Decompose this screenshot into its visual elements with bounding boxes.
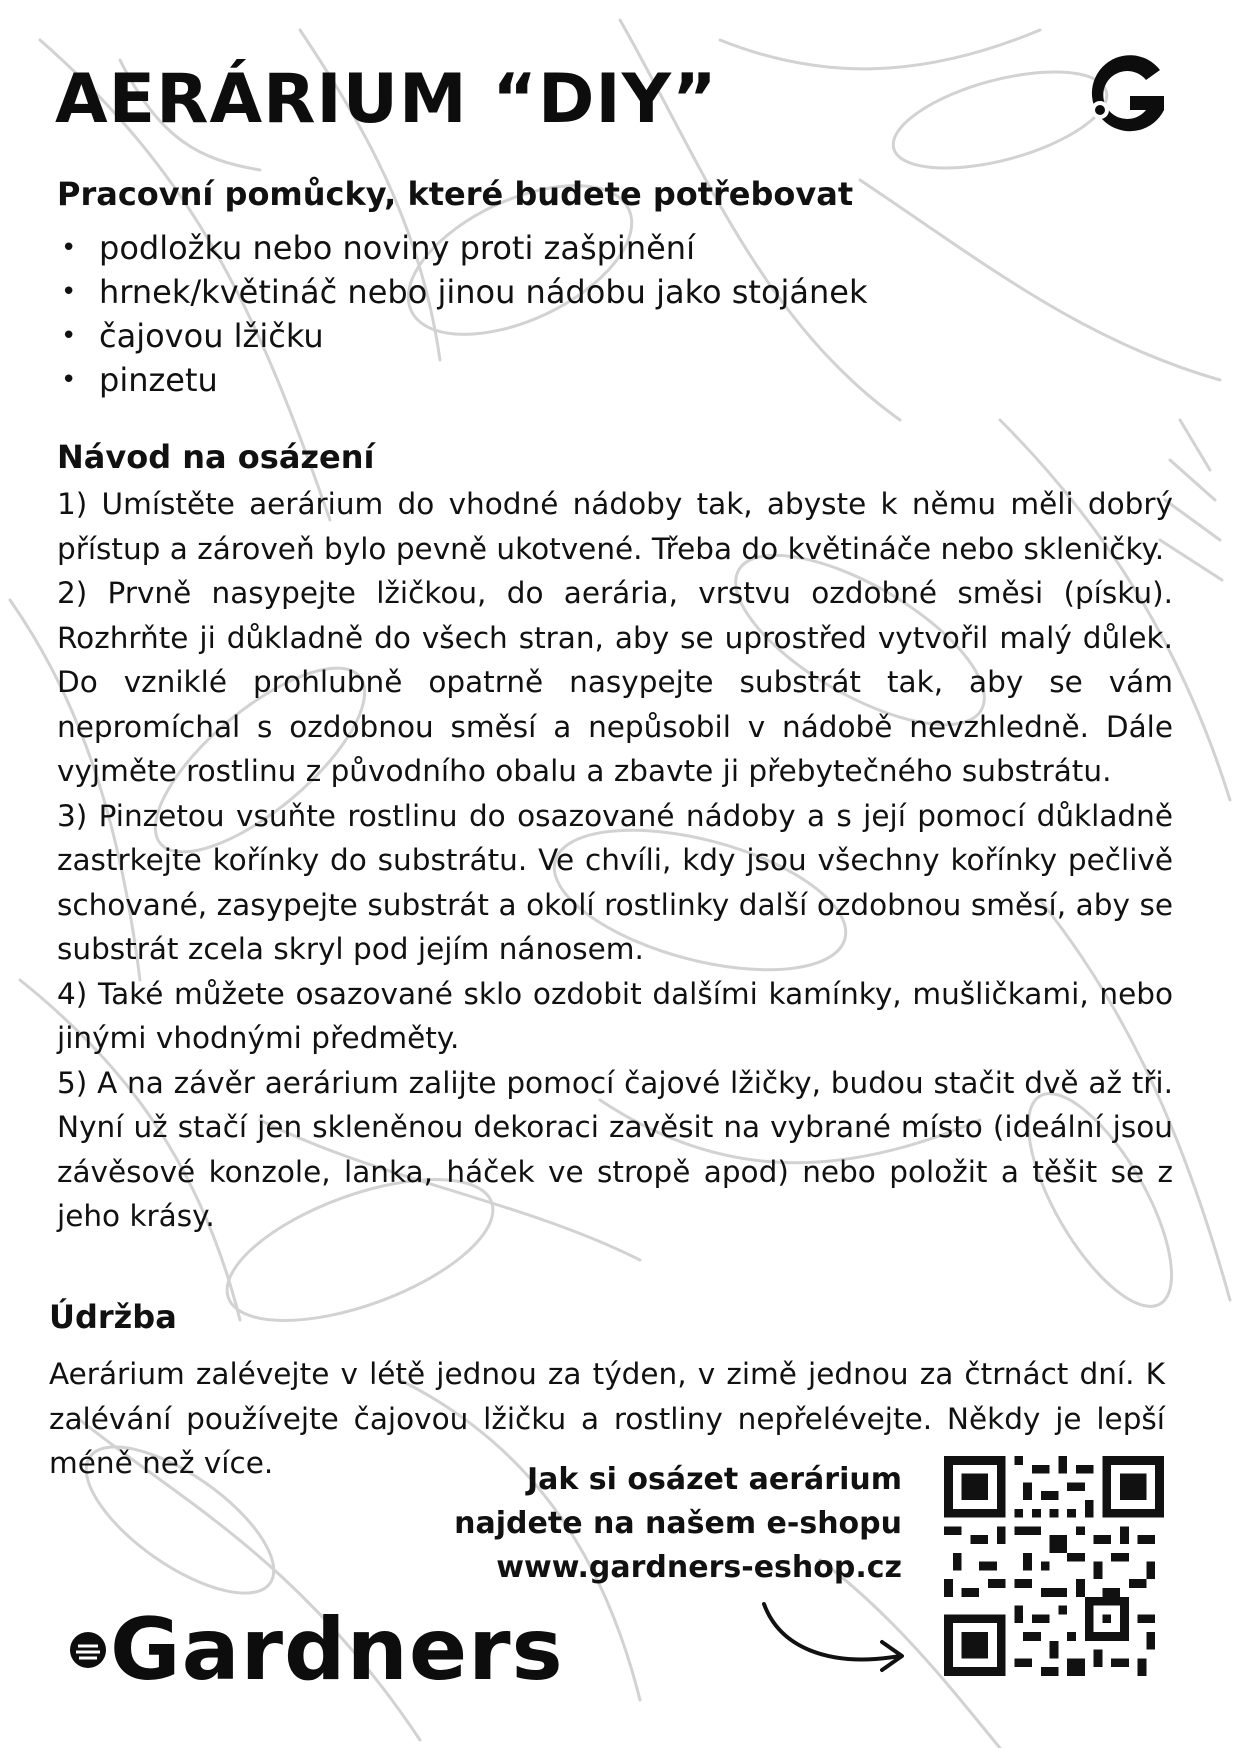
list-item-text: podložku nebo noviny proti zašpinění xyxy=(99,229,695,267)
guide-step: 5) A na závěr aerárium zalijte pomocí čajové lžičky, budou stačit dvě až tři. Nyní už stačí jen skleněnou dekoraci zavěsit na vybrané místo (ideální jsou závěsové konzole, lanka, háček ve stropě apod) nebo položit a těšit se z jeho krásy. xyxy=(57,1065,1173,1233)
guide-steps xyxy=(57,482,1173,1239)
bee-icon xyxy=(68,1630,108,1670)
promo-line: najdete na našem e-shopu xyxy=(454,1506,902,1541)
list-item xyxy=(57,358,868,402)
guide-step: 4) Také můžete osazované sklo ozdobit dalšími kamínky, mušličkami, nebo jinými vhodnými předměty. xyxy=(57,976,1173,1055)
list-item xyxy=(57,226,868,270)
list-item xyxy=(57,270,868,314)
guide-step: 1) Umístěte aerárium do vhodné nádoby tak, abyste k němu měli dobrý přístup a zároveň bylo pevně ukotvené. Třeba do květináče nebo skleničky. xyxy=(57,487,1173,566)
list-item-text: pinzetu xyxy=(99,361,218,399)
care-heading: Údržba xyxy=(49,1298,177,1336)
promo-line: Jak si osázet aerárium xyxy=(526,1462,902,1497)
tools-list xyxy=(57,226,868,402)
bullet-icon: • xyxy=(61,277,77,307)
bullet-icon: • xyxy=(61,321,77,351)
eshop-link[interactable]: www.gardners-eshop.cz xyxy=(496,1550,902,1585)
list-item-text: hrnek/květináč nebo jinou nádobu jako stojánek xyxy=(99,273,868,311)
brand-wordmark: Gardners xyxy=(110,1600,564,1700)
gardners-brand-logo xyxy=(68,1600,564,1700)
page-title: AERÁRIUM “DIY” xyxy=(55,60,718,139)
qr-code-icon[interactable] xyxy=(944,1456,1164,1676)
gardners-g-logo-icon xyxy=(1080,52,1170,144)
list-item-text: čajovou lžičku xyxy=(99,317,324,355)
bullet-icon: • xyxy=(61,365,77,395)
list-item xyxy=(57,314,868,358)
eshop-promo xyxy=(454,1458,902,1590)
tools-heading: Pracovní pomůcky, které budete potřebovat xyxy=(57,175,854,213)
bullet-icon: • xyxy=(61,233,77,263)
curved-arrow-icon xyxy=(760,1598,910,1678)
guide-step: 3) Pinzetou vsuňte rostlinu do osazované nádoby a s její pomocí důkladně zastrkejte kořínky do substrátu. Ve chvíli, kdy jsou všechny kořínky pečlivě schované, zasypejte substrát a okolí rostlinky další ozdobnou směsí, aby se substrát zcela skryl pod jejím nánosem. xyxy=(57,798,1173,966)
guide-heading: Návod na osázení xyxy=(57,438,375,476)
guide-step: 2) Prvně nasypejte lžičkou, do aerária, vrstvu ozdobné směsi (písku). Rozhrňte ji důkladně do všech stran, aby se uprostřed vytvořil malý důlek. Do vzniklé prohlubně opatrně nasypejte substrát tak, aby se vám nepromíchal s ozdobnou směsí a nepůsobil v nádobě nevzhledně. Dále vyjměte rostlinu z původního obalu a zbavte ji přebytečného substrátu. xyxy=(57,576,1173,788)
care-text: Aerárium zalévejte v létě jednou za týden, v zimě jednou za čtrnáct dní. K zalévání používejte čajovou lžičku a rostliny nepřelévejte. Někdy je lepší méně než více. xyxy=(49,1357,1165,1480)
